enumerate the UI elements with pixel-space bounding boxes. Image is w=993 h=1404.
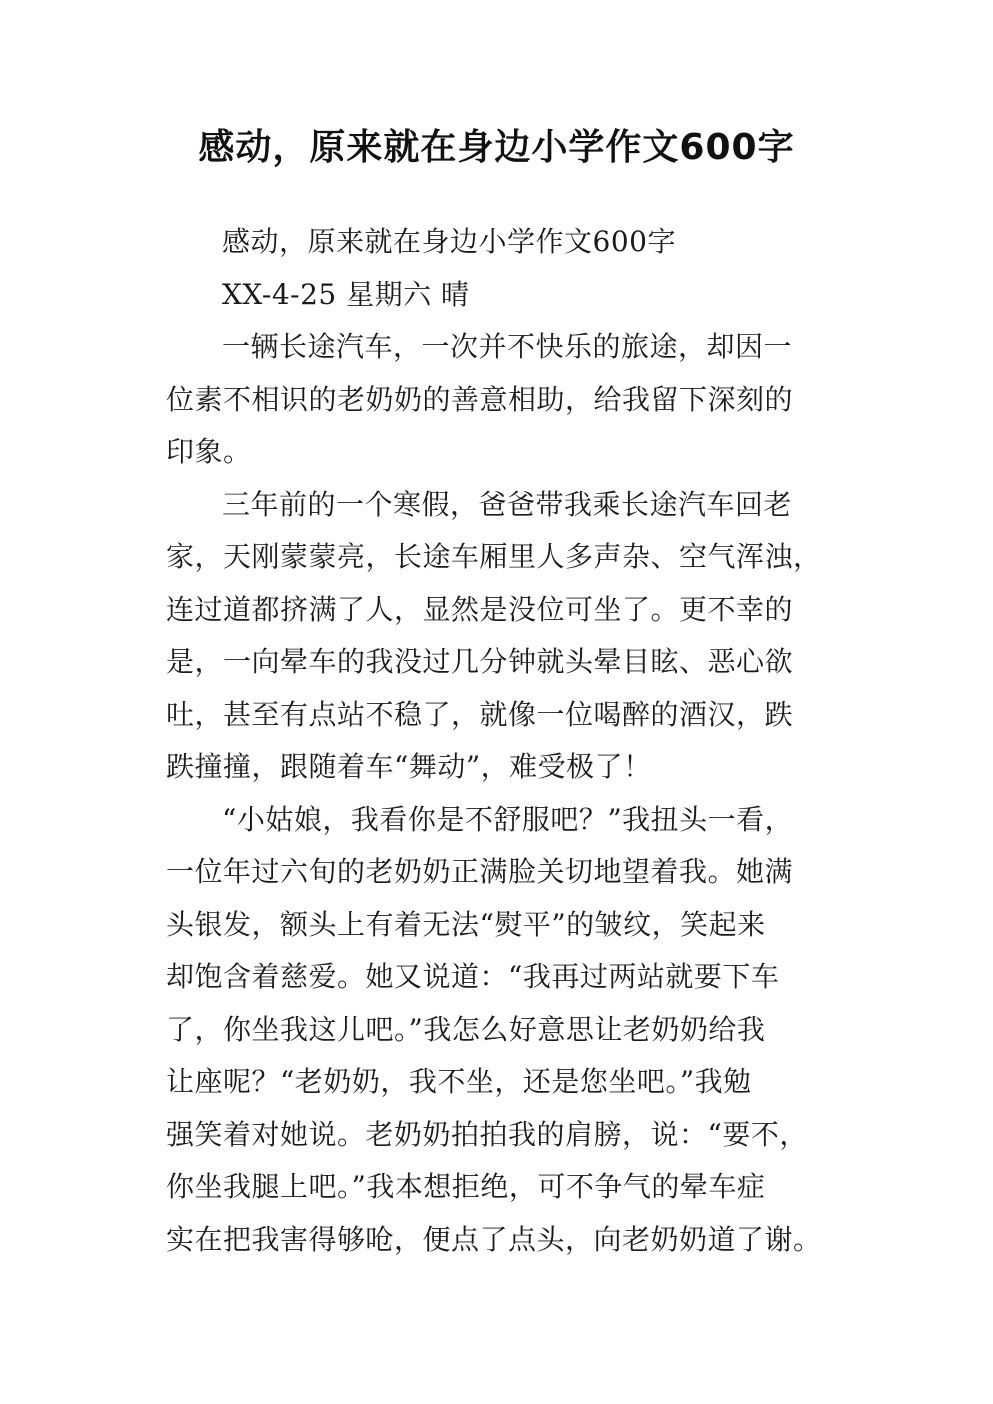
paragraph — [166, 216, 844, 269]
text-line: 一位年过六旬的老奶奶正满脸关切地望着我。她满 — [166, 855, 794, 888]
text-line: 三年前的一个寒假，爸爸带我乘长途汽车回老 — [222, 487, 793, 521]
text-line: 印象。 — [166, 435, 252, 468]
text-line: 连过道都挤满了人，显然是没位可坐了。更不幸的 — [166, 592, 794, 626]
document-title: 感动，原来就在身边小学作文600字 — [198, 127, 795, 168]
text-line: 让座呢？“老奶奶，我不坐，还是您坐吧。”我勉 — [166, 1065, 752, 1098]
text-line: 却饱含着慈爱。她又说道：“我再过两站就要下车 — [166, 960, 780, 993]
text-line: 吐，甚至有点站不稳了，就像一位喝醉的酒汉，跌 — [166, 697, 794, 731]
text-line: 是，一向晕车的我没过几分钟就头晕目眩、恶心欲 — [166, 645, 794, 678]
text-line: 跌撞撞，跟随着车“舞动”，难受极了！ — [166, 750, 652, 783]
text-line: 位素不相识的老奶奶的善意相助，给我留下深刻的 — [166, 382, 794, 416]
document-body — [166, 216, 844, 1266]
text-line: 家，天刚蒙蒙亮，长途车厢里人多声杂、空气浑浊， — [166, 540, 822, 573]
paragraph — [166, 479, 844, 794]
paragraph — [166, 321, 844, 479]
text-line: 头银发，额头上有着无法“熨平”的皱纹，笑起来 — [166, 907, 766, 941]
text-line: 一辆长途汽车，一次并不快乐的旅途，却因一 — [222, 330, 793, 363]
text-line: XX-4-25 星期六 晴 — [222, 277, 470, 311]
text-line: 你坐我腿上吧。”我本想拒绝，可不争气的晕车症 — [166, 1170, 766, 1203]
text-line: 强笑着对她说。老奶奶拍拍我的肩膀，说：“要不， — [166, 1117, 808, 1151]
text-line: 了，你坐我这儿吧。”我怎么好意思让老奶奶给我 — [166, 1012, 766, 1046]
paragraph — [166, 794, 844, 1267]
paragraph — [166, 269, 844, 322]
text-line: “小姑娘，我看你是不舒服吧？”我扭头一看， — [222, 802, 794, 836]
text-line: 实在把我害得够呛，便点了点头，向老奶奶道了谢。 — [166, 1222, 822, 1256]
text-line: 感动，原来就在身边小学作文600字 — [222, 225, 676, 258]
